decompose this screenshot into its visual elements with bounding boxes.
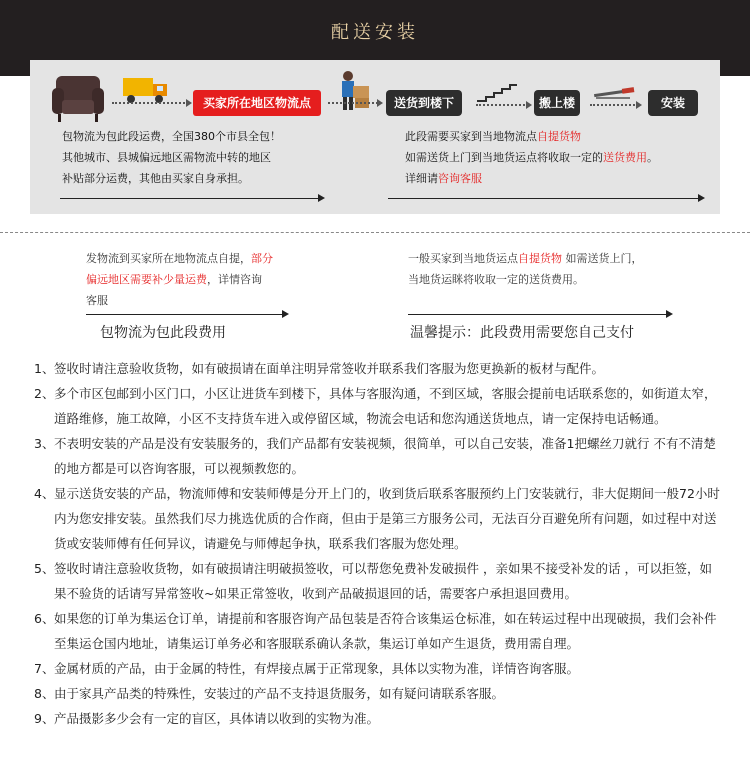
- item-text: 金属材质的产品，由于金属的特性，有焊接点属于正常现象，具体以实物为准，详情咨询客服。: [54, 661, 580, 676]
- list-item: [34, 431, 724, 481]
- included-arrow-line: [86, 314, 282, 315]
- text-line: 补贴部分运费，其他由买家自身承担。: [62, 172, 249, 185]
- coverage-arrow-line: [60, 198, 318, 199]
- item-text: 如果您的订单为集运仓订单，请提前和客服咨询产品包装是否符合该集运仓标准，如在转运过程中出现破损，我们会补件至集运仓国内地址，请集运订单务必和客服联系确认条款，集运订单如产生退货，费用需自理。: [54, 611, 717, 651]
- item-number: 2、: [34, 386, 55, 401]
- page-title: 配送安装: [331, 22, 419, 43]
- included-shipping-caption: 包物流为包此段费用: [100, 325, 226, 341]
- item-number: 3、: [34, 436, 55, 451]
- flow-arrow: [328, 102, 378, 104]
- item-text: 签收时请注意验收货物，如有破损请在面单注明异常签收并联系我们客服为您更换新的板材与配件。: [54, 361, 605, 376]
- item-number: 1、: [34, 361, 55, 376]
- text-line: 详细请咨询客服: [405, 172, 482, 185]
- flow-arrowhead: [526, 101, 532, 109]
- self-pay-caption: 温馨提示：此段费用需要您自己支付: [410, 325, 634, 341]
- item-text: 由于家具产品类的特殊性，安装过的产品不支持退货服务，如有疑问请联系客服。: [54, 686, 505, 701]
- self-pay-arrow-line: [408, 314, 666, 315]
- section-divider: [0, 232, 750, 233]
- self-pay-arrowhead: [666, 310, 673, 318]
- item-number: 7、: [34, 661, 55, 676]
- list-item: [34, 656, 724, 681]
- flow-arrow: [476, 104, 528, 106]
- delivery-flow-panel: [30, 60, 720, 214]
- text-line: 如需送货上门到当地货运点将收取一定的送货费用。: [405, 151, 658, 164]
- tools-icon: [592, 84, 638, 104]
- consult-service-link[interactable]: 咨询客服: [438, 172, 482, 185]
- pickup-arrowhead: [698, 194, 705, 202]
- item-number: 6、: [34, 611, 55, 626]
- flow-arrow: [112, 102, 188, 104]
- item-text: 不表明安装的产品是没有安装服务的，我们产品都有安装视频，很简单，可以自己安装，准备1把螺丝刀就行 不有不清楚的地方都是可以咨询客服，可以视频教您的。: [54, 436, 716, 476]
- step-buyer-logistics-point: 买家所在地区物流点: [193, 90, 321, 116]
- flow-arrowhead: [636, 101, 642, 109]
- item-text: 显示送货安装的产品，物流师傅和安装师傅是分开上门的，收到货后联系客服预约上门安装就行，非大促期间一般72小时内为您安排安装。虽然我们尽力挑选优质的合作商，但由于是第三方服务公司，无法百分百避免所有问题，如过程中对送货或安装师傅有任何异议，请避免与师傅起争执，联系我们客服为您处理。: [54, 486, 720, 551]
- item-text: 多个市区包邮到小区门口，小区让进货车到楼下，具体与客服沟通，不到区域，客服会提前电话联系您的，如街道太窄，道路维修，施工故障，小区不支持货车进入或停留区域，物流会电话和您沟通送货地点，请一定保持电话畅通。: [54, 386, 717, 426]
- included-shipping-text: 发物流到买家所在地物流点自提，部分 偏远地区需要补少量运费，详情咨询 客服: [86, 252, 273, 307]
- item-text: 产品摄影多少会有一定的盲区，具体请以收到的实物为准。: [54, 711, 380, 726]
- notes-list: [34, 356, 724, 731]
- text-line: 此段需要买家到当地物流点自提货物: [405, 130, 581, 143]
- stairs-icon: [477, 82, 517, 102]
- pickup-arrow-line: [388, 198, 698, 199]
- step-deliver-downstairs: 送货到楼下: [386, 90, 462, 116]
- item-number: 8、: [34, 686, 55, 701]
- list-item: [34, 606, 724, 656]
- delivery-man-icon: [333, 70, 373, 112]
- flow-arrowhead: [377, 99, 383, 107]
- item-number: 5、: [34, 561, 55, 576]
- self-pickup-note: 一般买家到当地货运点自提货物 如需送货上门， 当地货运眯将收取一定的送货费用。: [408, 252, 643, 286]
- text-line: 其他城市、县城偏远地区需物流中转的地区: [62, 151, 271, 164]
- list-item: [34, 481, 724, 556]
- sofa-icon: [50, 70, 106, 124]
- step-carry-upstairs: 搬上楼: [534, 90, 580, 116]
- flow-arrow: [590, 104, 638, 106]
- self-pickup-text: [405, 126, 705, 189]
- list-item: [34, 556, 724, 606]
- flow-arrowhead: [186, 99, 192, 107]
- item-number: 4、: [34, 486, 55, 501]
- text-line: 包物流为包此段运费，全国380个市县全包！: [62, 130, 281, 143]
- list-item: [34, 356, 724, 381]
- step-installation: 安装: [648, 90, 698, 116]
- coverage-arrowhead: [318, 194, 325, 202]
- list-item: [34, 681, 724, 706]
- logistics-coverage-text: [62, 126, 327, 189]
- list-item: [34, 706, 724, 731]
- included-arrowhead: [282, 310, 289, 318]
- list-item: [34, 381, 724, 431]
- item-text: 签收时请注意验收货物，如有破损请注明破损签收，可以帮您免费补发破损件 ，亲如果不接受补发的话 ，可以拒签，如果不验货的话请写异常签收~如果正常签收，收到产品破损退回的话，需要客户承担退回费用。: [54, 561, 712, 601]
- item-number: 9、: [34, 711, 55, 726]
